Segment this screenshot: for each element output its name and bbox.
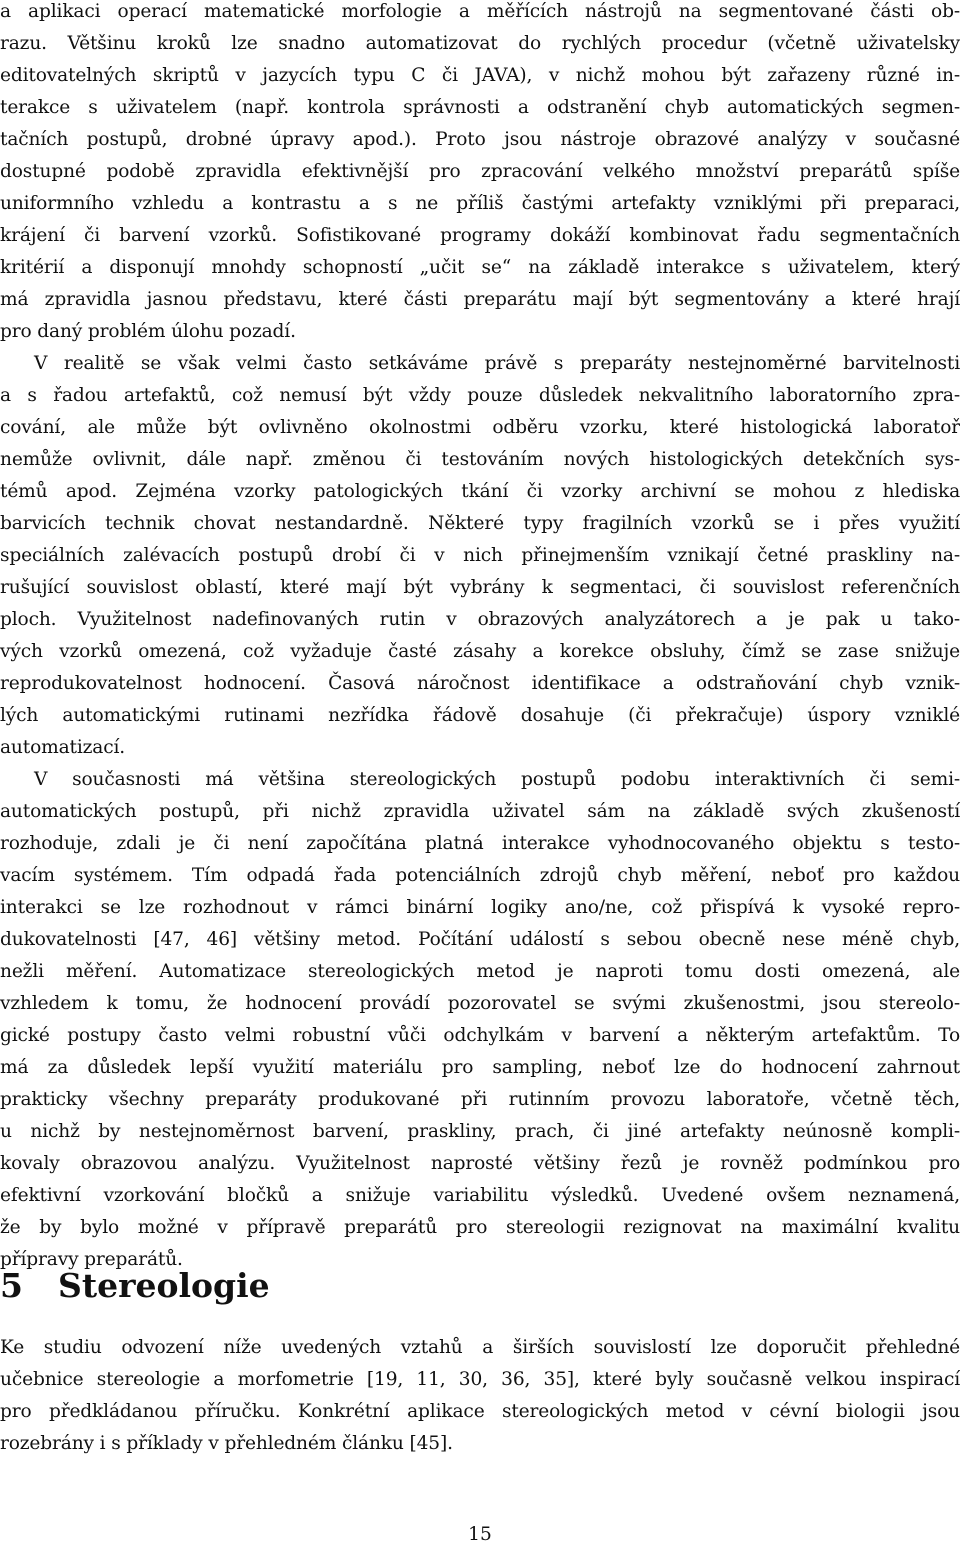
text-line: efektivní vzorkování bločků a snižuje variabilitu výsledků. Uvedené ovšem neznamená, [0, 1185, 960, 1206]
section-number: 5 [0, 1266, 23, 1305]
text-line: prakticky všechny preparáty produkované při rutinním provozu laboratoře, včetně těch, [0, 1089, 960, 1110]
text-line: speciálních zalévacích postupů drobí či v nich přinejmenším vznikají četné praskliny na- [0, 545, 960, 566]
text-line: pro daný problém úlohu pozadí. [0, 321, 296, 342]
text-line: barvicích technik chovat nestandardně. Některé typy fragilních vzorků se i přes využití [0, 513, 960, 534]
text-line: reprodukovatelnost hodnocení. Časová náročnost identifikace a odstraňování chyb vznik- [0, 673, 960, 694]
text-line: uniformního vzhledu a kontrastu a s ne příliš častými artefakty vzniklými při preparaci, [0, 193, 960, 214]
text-line: ploch. Využitelnost nadefinovaných rutin v obrazových analyzátorech a je pak u tako- [0, 609, 960, 630]
text-line: editovatelných skriptů v jazycích typu C či JAVA), v nichž mohou být zařazeny různé in- [0, 65, 960, 86]
text-line: interakci se lze rozhodnout v rámci binární logiky ano/ne, což přispívá k vysoké repro- [0, 897, 960, 918]
text-line: nemůže ovlivnit, dále např. změnou či testováním nových histologických detekčních sys- [0, 449, 960, 470]
text-line: rozhoduje, zdali je či není započítána platná interakce vyhodnocovaného objektu s testo- [0, 833, 960, 854]
text-line: Ke studiu odvození níže uvedených vztahů a širších souvislostí lze doporučit přehledné [0, 1337, 960, 1358]
text-line: tačních postupů, drobné úpravy apod.). Proto jsou nástroje obrazové analýzy v současné [0, 129, 960, 150]
text-line: vých vzorků omezená, což vyžaduje časté zásahy a korekce obsluhy, čímž se zase snižuje [0, 641, 960, 662]
text-line: pro předkládanou příručku. Konkrétní aplikace stereologických metod v cévní biologii jsou [0, 1401, 960, 1422]
text-line: že by bylo možné v přípravě preparátů pro stereologii rezignovat na maximální kvalitu [0, 1217, 960, 1238]
text-line: gické postupy často velmi robustní vůči odchylkám v barvení a některým artefaktům. To [0, 1025, 960, 1046]
section-heading [0, 1262, 270, 1310]
text-line: rušující souvislost oblastí, které mají být vybrány k segmentaci, či souvislost referenčních [0, 577, 960, 598]
text-line: vzhledem k tomu, že hodnocení provádí pozorovatel se svými zkušenostmi, jsou stereolo- [0, 993, 960, 1014]
text-line: krájení či barvení vzorků. Sofistikované programy dokáží kombinovat řadu segmentačních [0, 225, 960, 246]
text-line: automatických postupů, při nichž zpravidla uživatel sám na základě svých zkušeností [0, 801, 960, 822]
text-line: V současnosti má většina stereologických postupů podobu interaktivních či semi- [34, 769, 960, 790]
text-line: V realitě se však velmi často setkáváme právě s preparáty nestejnoměrné barvitelnosti [34, 353, 960, 374]
text-line: automatizací. [0, 737, 126, 758]
text-line: cování, ale může být ovlivněno okolnostmi odběru vzorku, které histologická laboratoř [0, 417, 960, 438]
text-line: témů apod. Zejména vzorky patologických tkání či vzorky archivní se mohou z hlediska [0, 481, 960, 502]
text-line: učebnice stereologie a morfometrie [19, 11, 30, 36, 35], které byly současně velkou inspirací [0, 1369, 960, 1390]
text-line: má za důsledek lepší využití materiálu pro sampling, neboť lze do hodnocení zahrnout [0, 1057, 960, 1078]
text-line: přípravy preparátů. [0, 1249, 183, 1270]
text-line: a aplikaci operací matematické morfologie a měřících nástrojů na segmentované části ob- [0, 1, 960, 22]
text-line: dostupné podobě zpravidla efektivnější pro zpracování velkého množství preparátů spíše [0, 161, 960, 182]
section-title: Stereologie [58, 1266, 270, 1305]
text-line: nežli měření. Automatizace stereologických metod je naproti tomu dosti omezená, ale [0, 961, 960, 982]
text-line: dukovatelnosti [47, 46] většiny metod. Počítání událostí s sebou obecně nese méně chyb, [0, 929, 960, 950]
page-number: 15 [468, 1524, 492, 1545]
text-line: rozebrány i s příklady v přehledném článku [45]. [0, 1433, 453, 1454]
text-line: terakce s uživatelem (např. kontrola správnosti a odstranění chyb automatických segmen- [0, 97, 960, 118]
text-line: razu. Většinu kroků lze snadno automatizovat do rychlých procedur (včetně uživatelsky [0, 33, 960, 54]
text-line: a s řadou artefaktů, což nemusí být vždy pouze důsledek nekvalitního laboratorního zpra- [0, 385, 960, 406]
text-line: kritérií a disponují mnohdy schopností „učit se“ na základě interakce s uživatelem, který [0, 257, 960, 278]
text-line: má zpravidla jasnou představu, které části preparátu mají být segmentovány a které hrají [0, 289, 960, 310]
text-line: vacím systémem. Tím odpadá řada potenciálních zdrojů chyb měření, neboť pro každou [0, 865, 960, 886]
text-line: u nichž by nestejnoměrnost barvení, praskliny, prach, či jiné artefakty neúnosně kompli- [0, 1121, 960, 1142]
text-line: kovaly obrazovou analýzu. Využitelnost naprosté většiny řezů je rovněž podmínkou pro [0, 1153, 960, 1174]
text-line: lých automatickými rutinami nezřídka řádově dosahuje (či překračuje) úspory vzniklé [0, 705, 960, 726]
